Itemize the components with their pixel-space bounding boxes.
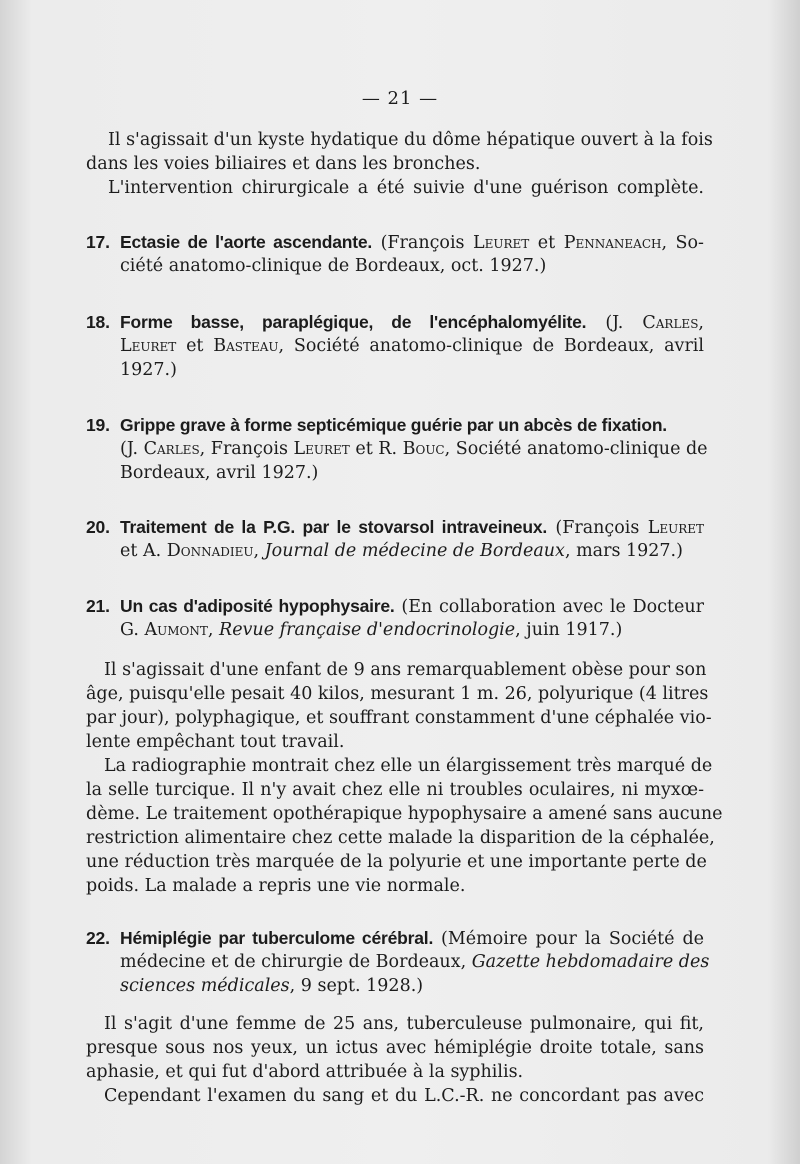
entry-21-title: Un cas d'adiposité hypophysaire. [120, 596, 395, 616]
author-name: Carles [642, 313, 699, 333]
entry-22-title: Hémiplégie par tuberculome cérébral. [120, 928, 434, 948]
entry-19-text: et R. [349, 439, 403, 459]
entry-20-title: Traitement de la P.G. par le stovarsol intraveineux. [120, 517, 548, 537]
paragraph-line: la selle turcique. Il n'y avait chez elle ni troubles oculaires, ni myxœ- [86, 780, 704, 800]
entry-17-number: 17. [86, 232, 110, 252]
author-name: Basteau [213, 336, 279, 356]
entry-19-text: , Société anatomo-clinique de [444, 439, 708, 459]
entry-20-text: et A. [120, 541, 167, 561]
entry-22-line-2 [120, 950, 710, 974]
entry-22-line-3 [120, 974, 423, 998]
entry-18-text: (J. [586, 313, 643, 333]
journal-title: sciences médicales [120, 976, 290, 996]
entry-18-title: Forme basse, paraplégique, de l'encéphalomyélite. [120, 312, 587, 332]
paragraph-line: aphasie, et qui fut d'abord attribuée à la syphilis. [86, 1062, 524, 1082]
intro-line-3: L'intervention chirurgicale a été suivie d'une guérison complète. [108, 178, 704, 198]
entry-17-title: Ectasie de l'aorte ascendante. [120, 232, 373, 252]
paragraph-line: âge, puisqu'elle pesait 40 kilos, mesurant 1 m. 26, polyurique (4 litres [86, 684, 709, 704]
entry-21-number: 21. [86, 596, 110, 616]
entry-22-text: médecine et de chirurgie de Bordeaux, [120, 952, 472, 972]
author-name: Leuret [473, 233, 530, 253]
journal-title: Journal de médecine de Bordeaux [264, 541, 565, 561]
entry-21-heading [86, 594, 704, 619]
entry-20-text: , [253, 541, 265, 561]
paragraph-line: Il s'agissait d'une enfant de 9 ans remarquablement obèse pour son [104, 660, 707, 680]
author-name: Leuret [647, 518, 704, 538]
entry-17-line-2: ciété anatomo-clinique de Bordeaux, oct. 1927.) [120, 256, 547, 276]
entry-18-text: , [698, 313, 704, 333]
paragraph-line: Cependant l'examen du sang et du L.C.-R. ne concordant pas avec [104, 1086, 704, 1106]
entry-18-line-2 [120, 334, 704, 358]
paragraph-line: une réduction très marquée de la polyurie et une importante perte de [86, 852, 707, 872]
author-name: Aumont [144, 620, 208, 640]
entry-21-text: , [207, 620, 220, 640]
intro-line-2: dans les voies biliaires et dans les bronches. [86, 154, 481, 174]
entry-18-text: et [176, 336, 214, 356]
entry-21-text: G. [120, 620, 145, 640]
entry-20-text: (François [547, 518, 648, 538]
entry-22-heading [86, 926, 704, 951]
paragraph-line: Il s'agit d'une femme de 25 ans, tuberculeuse pulmonaire, qui fit, [104, 1014, 704, 1034]
entry-18-heading [86, 310, 704, 335]
entry-19-heading [86, 413, 667, 438]
paragraph-line: lente empêchant tout travail. [86, 732, 345, 752]
paragraph-line: dème. Le traitement opothérapique hypophysaire a amené sans aucune [86, 804, 723, 824]
paragraph-line: par jour), polyphagique, et souffrant constamment d'une céphalée vio- [86, 708, 712, 728]
entry-21-line-2 [120, 618, 622, 642]
entry-20-line-2 [120, 539, 683, 563]
entry-22-number: 22. [86, 928, 110, 948]
entry-21-text: , juin 1917.) [515, 620, 623, 640]
entry-19-number: 19. [86, 415, 110, 435]
journal-title: Gazette hebdomadaire des [471, 952, 710, 972]
intro-line-1: Il s'agissait d'un kyste hydatique du dôme hépatique ouvert à la fois [108, 130, 713, 150]
paragraph-line: restriction alimentaire chez cette malade la disparition de la céphalée, [86, 828, 715, 848]
entry-20-number: 20. [86, 517, 110, 537]
entry-20-text: , mars 1927.) [564, 541, 683, 561]
entry-17-heading [86, 230, 704, 255]
entry-18-number: 18. [86, 312, 110, 332]
entry-21-text: (En collaboration avec le Docteur [394, 597, 705, 617]
entry-19-line-3: Bordeaux, avril 1927.) [120, 463, 319, 483]
author-name: Leuret [293, 439, 350, 459]
entry-19-title: Grippe grave à forme septicémique guérie par un abcès de fixation. [120, 415, 667, 435]
paragraph-line: presque sous nos yeux, un ictus avec hémiplégie droite totale, sans [86, 1038, 704, 1058]
entry-18-text: , Société anatomo-clinique de Bordeaux, avril [278, 336, 704, 356]
paragraph-line: poids. La malade a repris une vie normale. [86, 876, 466, 896]
entry-18-line-3: 1927.) [120, 360, 177, 380]
author-name: Leuret [120, 336, 177, 356]
author-name: Carles [143, 439, 200, 459]
author-name: Bouc [402, 439, 445, 459]
entry-22-text: (Mémoire pour la Société de [433, 929, 705, 949]
entry-17-text: , So- [661, 233, 704, 253]
entry-22-text: , 9 sept. 1928.) [289, 976, 424, 996]
entry-19-text: (J. [120, 439, 144, 459]
entry-20-heading [86, 515, 704, 540]
author-name: Pennaneach [563, 233, 662, 253]
author-name: Donnadieu [166, 541, 254, 561]
entry-19-line-2 [120, 437, 708, 461]
page-number: — 21 — [361, 88, 439, 109]
entry-17-text: (François [380, 233, 474, 253]
journal-title: Revue française d'endocrinologie [219, 620, 516, 640]
entry-17-text: et [529, 233, 564, 253]
entry-19-text: , François [199, 439, 294, 459]
paragraph-line: La radiographie montrait chez elle un élargissement très marqué de [104, 756, 713, 776]
